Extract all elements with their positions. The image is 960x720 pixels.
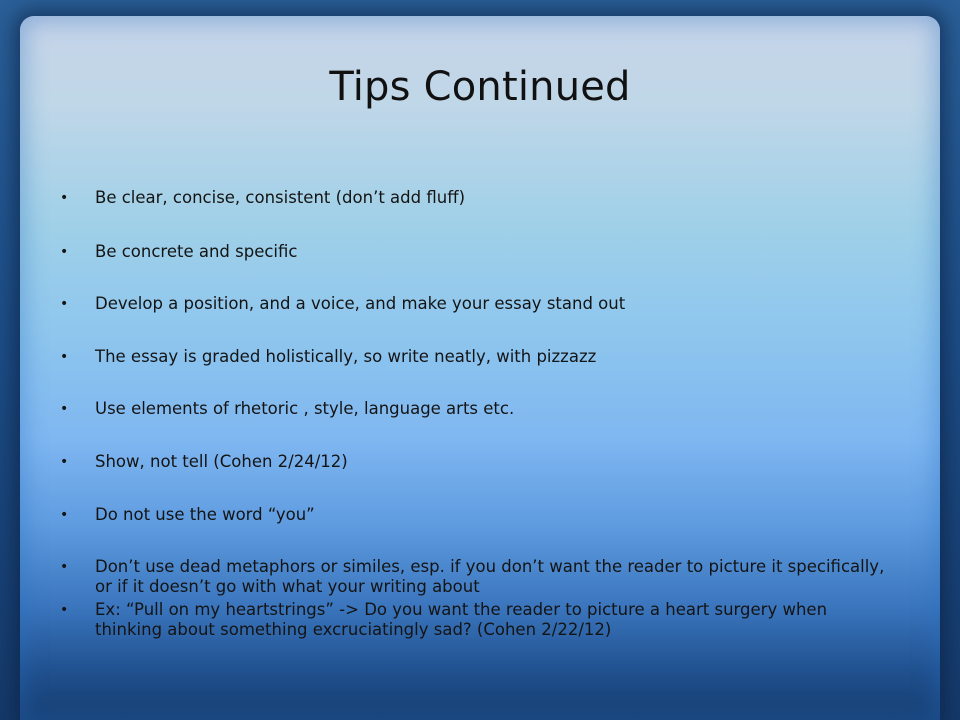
bullet-item [60,399,890,419]
bullet-item [60,294,890,314]
content-panel [20,16,940,720]
bullet-text: Show, not tell (Cohen 2/24/12) [95,452,348,471]
bullet-text: The essay is graded holistically, so write neatly, with pizzazz [95,347,597,366]
bullet-text: Do not use the word “you” [95,505,315,524]
bullet-dot-icon: • [60,244,69,260]
bullet-dot-icon: • [60,507,69,523]
bullet-dot-icon: • [60,349,69,365]
bullet-item [60,600,890,640]
bullet-text: Be concrete and specific [95,242,298,261]
bullet-item [60,505,890,525]
bullet-dot-icon: • [60,190,69,206]
bullet-item [60,188,890,208]
slide-title: Tips Continued [329,64,631,110]
bullet-dot-icon: • [60,296,69,312]
bullet-text: Develop a position, and a voice, and make your essay stand out [95,294,626,313]
bullet-item [60,347,890,367]
bullet-text: Use elements of rhetoric , style, language arts etc. [95,399,515,418]
bullet-list [60,172,890,640]
bullet-dot-icon: • [60,602,69,618]
bullet-text: Ex: “Pull on my heartstrings” -> Do you want the reader to picture a heart surgery when thinking about something excruciatingly sad? (Cohen 2/22/12) [95,600,828,639]
bullet-dot-icon: • [60,454,69,470]
bullet-text: Don’t use dead metaphors or similes, esp. if you don’t want the reader to picture it specifically, or if it doesn’t go with what your writing about [95,557,885,596]
bullet-dot-icon: • [60,559,69,575]
bullet-item [60,452,890,472]
bullet-text: Be clear, concise, consistent (don’t add fluff) [95,188,466,207]
bullet-item [60,242,890,262]
bullet-dot-icon: • [60,401,69,417]
bullet-item [60,557,890,597]
